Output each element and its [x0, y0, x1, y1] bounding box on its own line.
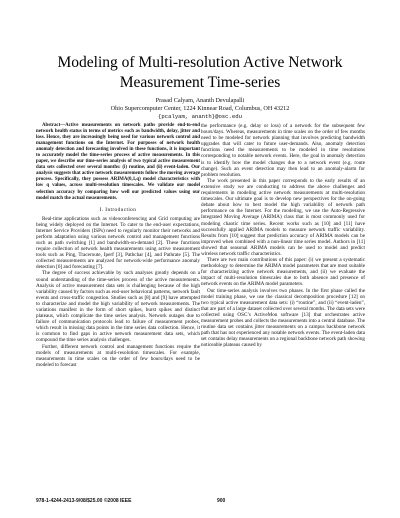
paragraph: The degree of success achievable by such analyses greatly depends on a sound understanding of the time-series process of the active measurements. Analysis of active measurement data sets is challenging because of the high variability caused by factors such as end-user behavioral patterns, network fault events and cross-traffic congestion. Studies such as [8] and [9] have attempted to characterize and model the high variability of network measurements. The variations manifest in the form of short spikes, burst spikes and distinct plateaus, which complicate the time series analysis. Network outages due to failure of communication protocols lead to failure of measurement probes, which result in missing data points in the time series data collection. Hence, it is common to find gaps in active network measurement data sets, which compound the time series analysis challenges. — [36, 270, 201, 344]
affiliation: Ohio Supercomputer Center, 1224 Kinnear Road, Columbus, OH 43212 — [110, 105, 290, 112]
paragraph: Further, different network control and management functions require the models of measurements at multi-resolution timescales. For example, measurements in time scales on the order of few hours/days need to be modeled to forecast — [36, 343, 200, 368]
right-column — [201, 123, 365, 348]
title-line-1: Modeling of Multi-resolution Active Network — [57, 54, 343, 71]
left-column — [36, 123, 200, 368]
section-heading-introduction: I. Introduction — [99, 206, 137, 213]
authors: Prasad Calyam, Ananth Devulapalli — [155, 97, 245, 104]
abstract: Abstract—Active measurements on network paths provide end-to-end network health status in terms of metrics such as bandwidth, delay, jitter and loss. Hence, they are increasingly being used for various network control and management functions on the Internet. For purposes of network health anomaly detection and forecasting involved in these functions, it is important to accurately model the time-series process of active measurements. In this paper, we describe our time-series analysis of two typical active measurement data sets collected over several months: (i) routine, and (ii) event-laden. Our analysis suggests that active network measurements follow the moving average process. Specifically, they possess ARIMA(0,1,q) model characteristics with low q values, across multi-resolution timescales. We validate our model selection accuracy by comparing how well our predicted values using our model match the actual measurements. — [36, 123, 200, 201]
title-line-2: Measurement Time-series — [119, 74, 281, 91]
paragraph: Real-time applications such as videoconferencing and Grid computing are being widely deployed on the Internet. To cater to the end-user expectations, Internet Service Providers (ISPs) need to regularly monitor their networks and perform adaptation using various network control and management functions such as path switching [1] and bandwidth-on-demand [2]. These functions require collection of network health measurements using active measurement tools such as Ping, Traceroute, Iperf [3], Pathchar [4], and Pathrate [5]. The collected measurements are analyzed for network-wide performance anomaly detection [6] and forecasting [7]. — [36, 215, 200, 271]
paper-title — [40, 53, 360, 93]
footer-copyright: 978-1-4244-2413-9/08/$25.00 ©2008 IEEE — [36, 498, 132, 504]
author-block — [40, 97, 360, 121]
paragraph: the performance (e.g. delay or loss) of a network for the subsequent few hours/days. Whereas, measurements in time scales on the order of few months need to be modeled for network planning that involves predicting bandwidth upgrades that will cater to future user-demands. Also, anomaly detection functions need the measurements to be modeled in time resolutions corresponding to notable network events. Here, the goal in anomaly detection is to identify how the model changes due to a network event (e.g. route change). Such an event detection may then lead to an anomaly-alarm for problem resolution. — [201, 123, 365, 178]
email: {pcalyam, ananth}@osc.edu — [158, 113, 242, 120]
paragraph: There are two main contributions of this paper: (i) we present a systematic methodology to determine the ARIMA model parameters that are most suitable for characterizing active network measurements, and (ii) we evaluate the impact of multi-resolution timescales due to both absence and presence of network events on the ARIMA model parameters. — [201, 257, 365, 288]
paragraph: The work presented in this paper corresponds to the early results of an extensive study we are conducting to address the above challenges and requirements in modeling active network measurements at multi-resolution timescales. Our ultimate goal is to develop new perspectives for the on-going debate about how to best model the high variability of network path performance on the Internet. For the modeling, we use the Auto-Regressive Integrated Moving Average (ARIMA) class that is most commonly used for modeling chaotic time series. Recent works such as [10] and [11] have successfully applied ARIMA models to measure network traffic variability. Results from [10] suggest that prediction accuracy of ARIMA models can be improved when combined with a non-linear time series model. Authors in [11] showed that seasonal ARIMA models can be used to model and predict wireless network traffic characteristics. — [201, 177, 365, 257]
page-number: 900 — [217, 498, 226, 504]
paragraph: Our time-series analysis involves two phases. In the first phase called the model training phase, we use the classical decomposition procedure [12] on two typical active measurement data sets: (i) “routine”, and (ii) “event-laden”, that are part of a large dataset collected over several months. The data sets were collected using OSC’s ActiveMon software [13] that orchestrates active measurement probes and collects the measurements into a central database. The routine data set contains jitter measurements on a campus backbone network path that has not experienced any notable network events. The event-laden data set contains delay measurements on a regional backbone network path showing noticeable plateaus caused by — [201, 287, 365, 349]
